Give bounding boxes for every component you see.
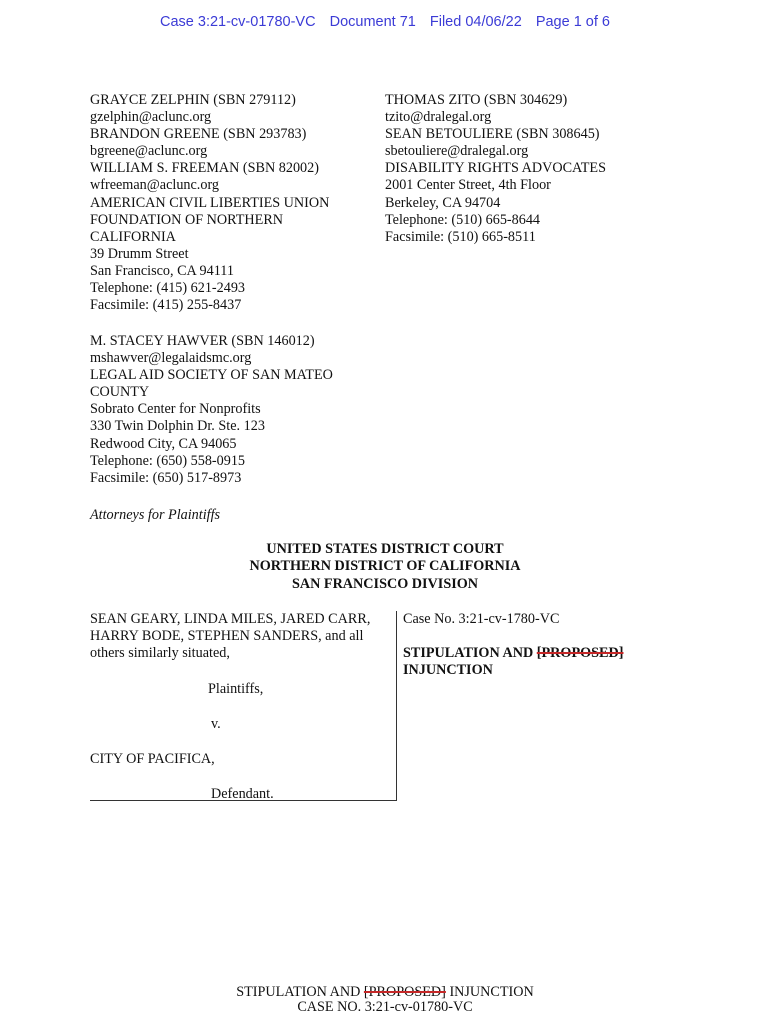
- footer-title: [0, 985, 770, 1000]
- court-heading: [0, 541, 770, 593]
- footer-title-struck-text: [PROPOSED]: [363, 984, 446, 1000]
- counsel-line: THOMAS ZITO (SBN 304629): [385, 92, 568, 108]
- counsel-block-aclu: [90, 92, 370, 314]
- footer-case-number: CASE NO. 3:21-cv-01780-VC: [297, 999, 473, 1015]
- counsel-email: bgreene@aclunc.org: [90, 143, 208, 160]
- document-title: [403, 645, 683, 679]
- ecf-page-number: Page 1 of 6: [535, 14, 610, 30]
- counsel-block-legal-aid: [90, 333, 370, 487]
- counsel-organization: AMERICAN CIVIL LIBERTIES UNION FOUNDATION OF NORTHERN CALIFORNIA: [90, 194, 330, 245]
- counsel-facsimile: Facsimile: (415) 255-8437: [90, 297, 242, 314]
- counsel-address: San Francisco, CA 94111: [90, 262, 234, 279]
- case-number: Case No. 3:21-cv-1780-VC: [403, 611, 560, 627]
- ecf-case-number: Case 3:21-cv-01780-VC: [160, 14, 316, 30]
- counsel-line: WILLIAM S. FREEMAN (SBN 82002): [90, 160, 319, 177]
- defendant-label: Defendant.: [211, 786, 274, 802]
- counsel-address: Sobrato Center for Nonprofits: [90, 401, 261, 418]
- counsel-address: Redwood City, CA 94065: [90, 435, 237, 452]
- counsel-facsimile: Facsimile: (510) 665-8511: [385, 228, 536, 245]
- attorneys-for-plaintiffs: Attorneys for Plaintiffs: [90, 507, 221, 523]
- counsel-email: gzelphin@aclunc.org: [90, 109, 212, 126]
- counsel-email: sbetouliere@dralegal.org: [385, 143, 529, 160]
- caption-case-box: [403, 611, 683, 680]
- counsel-address: 2001 Center Street, 4th Floor: [385, 177, 551, 194]
- counsel-line: GRAYCE ZELPHIN (SBN 279112): [90, 92, 296, 108]
- counsel-address: 330 Twin Dolphin Dr. Ste. 123: [90, 418, 265, 435]
- counsel-organization: DISABILITY RIGHTS ADVOCATES: [385, 160, 606, 177]
- defendant-name: CITY OF PACIFICA,: [90, 751, 215, 767]
- counsel-email: mshawver@legalaidsmc.org: [90, 350, 252, 367]
- counsel-line: SEAN BETOULIERE (SBN 308645): [385, 126, 600, 143]
- counsel-organization: LEGAL AID SOCIETY OF SAN MATEO COUNTY: [90, 367, 333, 401]
- counsel-email: wfreeman@aclunc.org: [90, 177, 220, 194]
- footer-title-text: STIPULATION AND: [236, 984, 364, 1000]
- footer-title-text-2: INJUNCTION: [445, 984, 534, 1000]
- court-district: NORTHERN DISTRICT OF CALIFORNIA: [249, 558, 521, 575]
- document-title-struck-text: [PROPOSED]: [536, 645, 624, 662]
- counsel-line: BRANDON GREENE (SBN 293783): [90, 126, 307, 143]
- counsel-facsimile: Facsimile: (650) 517-8973: [90, 469, 242, 486]
- counsel-email: tzito@dralegal.org: [385, 109, 492, 126]
- plaintiffs-label: Plaintiffs,: [208, 681, 264, 697]
- ecf-document-number: Document 71: [329, 14, 416, 30]
- counsel-telephone: Telephone: (650) 558-0915: [90, 452, 246, 469]
- counsel-line: M. STACEY HAWVER (SBN 146012): [90, 333, 315, 349]
- ecf-filed-date: Filed 04/06/22: [429, 14, 522, 30]
- page-footer: [0, 985, 770, 1015]
- court-division: SAN FRANCISCO DIVISION: [291, 575, 479, 592]
- document-title-text: STIPULATION AND: [403, 645, 537, 662]
- counsel-block-dra: [385, 92, 645, 246]
- versus-label: v.: [211, 716, 221, 732]
- court-name: UNITED STATES DISTRICT COURT: [266, 541, 504, 557]
- document-title-text-2: INJUNCTION: [403, 662, 493, 679]
- counsel-address: Berkeley, CA 94704: [385, 194, 501, 211]
- caption-parties-box: [90, 611, 397, 801]
- counsel-address: 39 Drumm Street: [90, 245, 189, 262]
- counsel-telephone: Telephone: (415) 621-2493: [90, 280, 246, 297]
- plaintiff-names: SEAN GEARY, LINDA MILES, JARED CARR, HARRY BODE, STEPHEN SANDERS, and all others similarly situated,: [90, 611, 371, 662]
- ecf-header: [0, 14, 770, 30]
- counsel-telephone: Telephone: (510) 665-8644: [385, 211, 541, 228]
